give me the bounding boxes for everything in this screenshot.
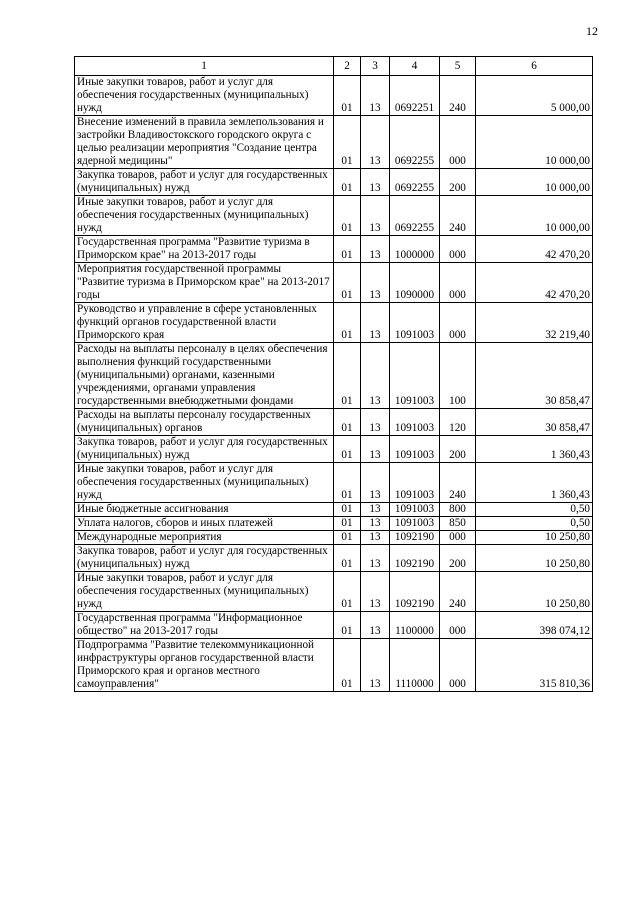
row-section-cell: 01 — [334, 116, 361, 169]
row-subsection-cell: 13 — [361, 503, 390, 517]
row-subsection-cell: 13 — [361, 639, 390, 692]
row-amount-cell: 42 470,20 — [476, 236, 593, 263]
row-subsection-cell: 13 — [361, 545, 390, 572]
row-subsection-cell: 13 — [361, 169, 390, 196]
row-section-cell: 01 — [334, 436, 361, 463]
row-section-cell: 01 — [334, 236, 361, 263]
row-target-article-cell: 0692251 — [390, 76, 440, 116]
table-row — [75, 639, 593, 692]
row-name-cell: Расходы на выплаты персоналу государственных (муниципальных) органов — [75, 409, 334, 436]
row-section-cell: 01 — [334, 503, 361, 517]
row-name-cell: Закупка товаров, работ и услуг для государственных (муниципальных) нужд — [75, 169, 334, 196]
row-target-article-cell: 1091003 — [390, 517, 440, 531]
row-name-cell: Мероприятия государственной программы "Развитие туризма в Приморском крае" на 2013-2017 годы — [75, 263, 334, 303]
row-expense-type-cell: 240 — [440, 463, 476, 503]
table-row — [75, 517, 593, 531]
row-target-article-cell: 1092190 — [390, 572, 440, 612]
row-subsection-cell: 13 — [361, 463, 390, 503]
row-section-cell: 01 — [334, 343, 361, 409]
table-row — [75, 545, 593, 572]
row-expense-type-cell: 000 — [440, 612, 476, 639]
row-target-article-cell: 1091003 — [390, 436, 440, 463]
row-amount-cell: 5 000,00 — [476, 76, 593, 116]
row-expense-type-cell: 000 — [440, 303, 476, 343]
header-col-1: 1 — [75, 57, 334, 76]
row-section-cell: 01 — [334, 545, 361, 572]
row-amount-cell: 10 000,00 — [476, 169, 593, 196]
row-expense-type-cell: 120 — [440, 409, 476, 436]
row-expense-type-cell: 240 — [440, 76, 476, 116]
row-name-cell: Закупка товаров, работ и услуг для государственных (муниципальных) нужд — [75, 545, 334, 572]
row-name-cell: Государственная программа "Развитие туризма в Приморском крае" на 2013-2017 годы — [75, 236, 334, 263]
table-row — [75, 303, 593, 343]
row-section-cell: 01 — [334, 303, 361, 343]
row-name-cell: Иные закупки товаров, работ и услуг для обеспечения государственных (муниципальных) нужд — [75, 572, 334, 612]
row-expense-type-cell: 850 — [440, 517, 476, 531]
table-row — [75, 343, 593, 409]
row-name-cell: Подпрограмма "Развитие телекоммуникационной инфраструктуры органов государственной власти Приморского края и органов местного самоуправления" — [75, 639, 334, 692]
row-subsection-cell: 13 — [361, 303, 390, 343]
row-section-cell: 01 — [334, 263, 361, 303]
row-expense-type-cell: 200 — [440, 169, 476, 196]
row-subsection-cell: 13 — [361, 612, 390, 639]
row-target-article-cell: 0692255 — [390, 169, 440, 196]
row-amount-cell: 0,50 — [476, 517, 593, 531]
row-name-cell: Иные закупки товаров, работ и услуг для обеспечения государственных (муниципальных) нужд — [75, 196, 334, 236]
row-name-cell: Закупка товаров, работ и услуг для государственных (муниципальных) нужд — [75, 436, 334, 463]
row-section-cell: 01 — [334, 196, 361, 236]
row-target-article-cell: 1091003 — [390, 463, 440, 503]
header-col-4: 4 — [390, 57, 440, 76]
row-expense-type-cell: 000 — [440, 236, 476, 263]
header-col-5: 5 — [440, 57, 476, 76]
row-expense-type-cell: 200 — [440, 545, 476, 572]
table-row — [75, 169, 593, 196]
row-target-article-cell: 1100000 — [390, 612, 440, 639]
row-target-article-cell: 1092190 — [390, 545, 440, 572]
row-name-cell: Внесение изменений в правила землепользования и застройки Владивостокского городского округа с целью реализации мероприятия "Создание центра ядерной медицины" — [75, 116, 334, 169]
row-subsection-cell: 13 — [361, 343, 390, 409]
row-section-cell: 01 — [334, 517, 361, 531]
row-subsection-cell: 13 — [361, 531, 390, 545]
row-subsection-cell: 13 — [361, 196, 390, 236]
row-expense-type-cell: 800 — [440, 503, 476, 517]
row-section-cell: 01 — [334, 639, 361, 692]
row-expense-type-cell: 000 — [440, 116, 476, 169]
row-section-cell: 01 — [334, 463, 361, 503]
table-row — [75, 531, 593, 545]
row-section-cell: 01 — [334, 169, 361, 196]
table-row — [75, 409, 593, 436]
row-target-article-cell: 1092190 — [390, 531, 440, 545]
row-name-cell: Расходы на выплаты персоналу в целях обеспечения выполнения функций государственными (муниципальными) органами, казенными учреждениями, органами управления государственными внебюджетными фондами — [75, 343, 334, 409]
row-target-article-cell: 1110000 — [390, 639, 440, 692]
row-target-article-cell: 0692255 — [390, 196, 440, 236]
row-name-cell: Иные закупки товаров, работ и услуг для обеспечения государственных (муниципальных) нужд — [75, 463, 334, 503]
row-target-article-cell: 1091003 — [390, 343, 440, 409]
table-row — [75, 463, 593, 503]
row-target-article-cell: 1091003 — [390, 503, 440, 517]
table-row — [75, 436, 593, 463]
table-row — [75, 612, 593, 639]
row-target-article-cell: 1091003 — [390, 409, 440, 436]
row-subsection-cell: 13 — [361, 517, 390, 531]
row-name-cell: Руководство и управление в сфере установленных функций органов государственной власти Приморского края — [75, 303, 334, 343]
row-expense-type-cell: 200 — [440, 436, 476, 463]
row-expense-type-cell: 240 — [440, 572, 476, 612]
row-name-cell: Иные бюджетные ассигнования — [75, 503, 334, 517]
row-name-cell: Международные мероприятия — [75, 531, 334, 545]
row-amount-cell: 32 219,40 — [476, 303, 593, 343]
row-section-cell: 01 — [334, 531, 361, 545]
table-row — [75, 116, 593, 169]
table-row — [75, 76, 593, 116]
row-amount-cell: 10 000,00 — [476, 196, 593, 236]
row-subsection-cell: 13 — [361, 263, 390, 303]
row-amount-cell: 42 470,20 — [476, 263, 593, 303]
header-col-6: 6 — [476, 57, 593, 76]
row-subsection-cell: 13 — [361, 409, 390, 436]
budget-table — [74, 56, 593, 692]
row-expense-type-cell: 000 — [440, 531, 476, 545]
row-subsection-cell: 13 — [361, 436, 390, 463]
row-subsection-cell: 13 — [361, 116, 390, 169]
page-number: 12 — [586, 24, 598, 38]
row-target-article-cell: 1091003 — [390, 303, 440, 343]
row-amount-cell: 1 360,43 — [476, 436, 593, 463]
row-expense-type-cell: 000 — [440, 263, 476, 303]
row-target-article-cell: 0692255 — [390, 116, 440, 169]
row-amount-cell: 315 810,36 — [476, 639, 593, 692]
row-section-cell: 01 — [334, 409, 361, 436]
row-expense-type-cell: 000 — [440, 639, 476, 692]
row-amount-cell: 10 250,80 — [476, 545, 593, 572]
row-name-cell: Уплата налогов, сборов и иных платежей — [75, 517, 334, 531]
row-subsection-cell: 13 — [361, 572, 390, 612]
row-amount-cell: 1 360,43 — [476, 463, 593, 503]
header-row — [75, 57, 593, 76]
row-amount-cell: 10 000,00 — [476, 116, 593, 169]
table-body — [75, 76, 593, 692]
table-row — [75, 236, 593, 263]
row-name-cell: Иные закупки товаров, работ и услуг для обеспечения государственных (муниципальных) нужд — [75, 76, 334, 116]
row-target-article-cell: 1090000 — [390, 263, 440, 303]
row-target-article-cell: 1000000 — [390, 236, 440, 263]
row-subsection-cell: 13 — [361, 236, 390, 263]
row-amount-cell: 30 858,47 — [476, 409, 593, 436]
row-subsection-cell: 13 — [361, 76, 390, 116]
row-amount-cell: 30 858,47 — [476, 343, 593, 409]
row-section-cell: 01 — [334, 76, 361, 116]
row-expense-type-cell: 240 — [440, 196, 476, 236]
row-section-cell: 01 — [334, 572, 361, 612]
row-expense-type-cell: 100 — [440, 343, 476, 409]
table-row — [75, 503, 593, 517]
row-amount-cell: 10 250,80 — [476, 572, 593, 612]
table-row — [75, 572, 593, 612]
row-amount-cell: 10 250,80 — [476, 531, 593, 545]
row-amount-cell: 398 074,12 — [476, 612, 593, 639]
row-name-cell: Государственная программа "Информационное общество" на 2013-2017 годы — [75, 612, 334, 639]
table-row — [75, 196, 593, 236]
header-col-2: 2 — [334, 57, 361, 76]
table-row — [75, 263, 593, 303]
row-section-cell: 01 — [334, 612, 361, 639]
header-col-3: 3 — [361, 57, 390, 76]
row-amount-cell: 0,50 — [476, 503, 593, 517]
